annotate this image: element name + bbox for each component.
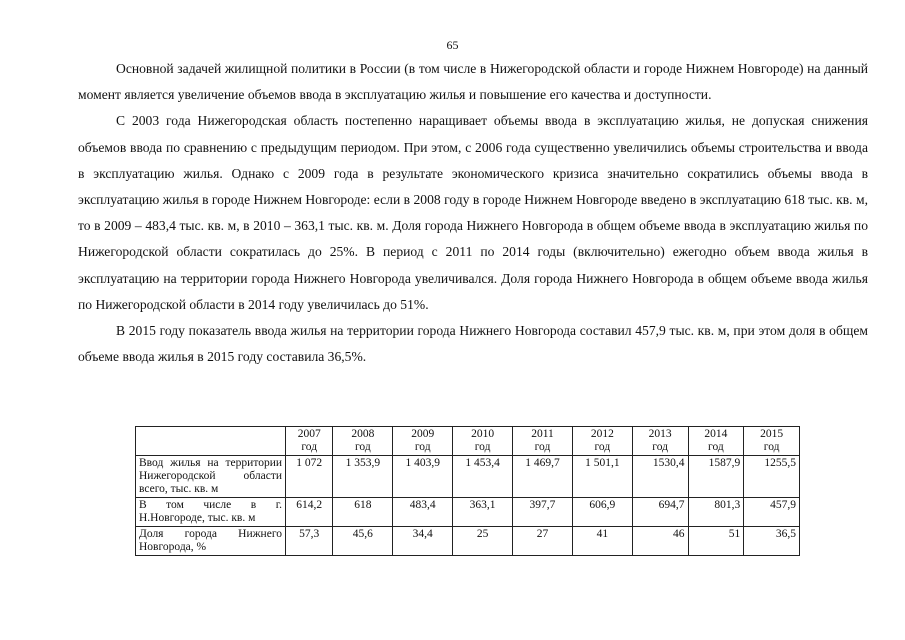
table-cell: 25 <box>453 527 513 556</box>
table-row <box>136 498 800 527</box>
year-header: 2007 год <box>286 427 333 456</box>
table-cell: 1 501,1 <box>572 456 632 498</box>
paragraph: С 2003 года Нижегородская область постепенно наращивает объемы ввода в эксплуатацию жилья, не допуская снижения объемов ввода по сравнению с предыдущим периодом. При этом, с 2006 года существенно увеличились объемы строительства и ввода в эксплуатацию жилья. Однако с 2009 года в результате экономического кризиса значительно сократились объемы ввода в эксплуатацию жилья в городе Нижнем Новгороде: если в 2008 году в городе Нижнем Новгороде введено в эксплуатацию 618 тыс. кв. м, то в 2009 – 483,4 тыс. кв. м, в 2010 – 363,1 тыс. кв. м. Доля города Нижнего Новгорода в общем объеме ввода в эксплуатацию жилья по Нижегородской области сократилась до 25%. В период с 2011 по 2014 годы (включительно) ежегодно объем ввода жилья в эксплуатацию на территории города Нижнего Новгорода увеличивался. Доля города Нижнего Новгорода в общем объеме ввода жилья по Нижегородской области в 2014 году увеличилась до 51%. <box>78 113 868 312</box>
table-cell: 606,9 <box>572 498 632 527</box>
row-label: В том числе в г. Н.Новгороде, тыс. кв. м <box>136 498 286 527</box>
year-header: 2009 год <box>393 427 453 456</box>
body-text <box>78 56 868 370</box>
table-cell: 51 <box>688 527 744 556</box>
table-cell: 363,1 <box>453 498 513 527</box>
row-label: Доля города Нижнего Новгорода, % <box>136 527 286 556</box>
table-cell: 483,4 <box>393 498 453 527</box>
table-cell: 457,9 <box>744 498 800 527</box>
table-cell: 397,7 <box>513 498 573 527</box>
table-cell: 1587,9 <box>688 456 744 498</box>
table-cell: 36,5 <box>744 527 800 556</box>
year-header: 2015 год <box>744 427 800 456</box>
table-cell: 41 <box>572 527 632 556</box>
table-cell: 46 <box>632 527 688 556</box>
year-header: 2013 год <box>632 427 688 456</box>
year-header: 2008 год <box>333 427 393 456</box>
year-header: 2014 год <box>688 427 744 456</box>
table-cell: 614,2 <box>286 498 333 527</box>
table-cell: 1 453,4 <box>453 456 513 498</box>
table-cell: 1 353,9 <box>333 456 393 498</box>
table-cell: 57,3 <box>286 527 333 556</box>
table-cell: 34,4 <box>393 527 453 556</box>
year-header: 2011 год <box>513 427 573 456</box>
year-header: 2012 год <box>572 427 632 456</box>
table-cell: 618 <box>333 498 393 527</box>
table-row <box>136 456 800 498</box>
table-corner-cell <box>136 427 286 456</box>
table-row <box>136 527 800 556</box>
table-cell: 1 072 <box>286 456 333 498</box>
table-cell: 27 <box>513 527 573 556</box>
table-cell: 694,7 <box>632 498 688 527</box>
page-number: 65 <box>446 38 459 52</box>
paragraph: В 2015 году показатель ввода жилья на территории города Нижнего Новгорода составил 457,9 тыс. кв. м, при этом доля в общем объеме ввода жилья в 2015 году составила 36,5%. <box>78 323 868 365</box>
housing-table <box>135 426 800 556</box>
row-label: Ввод жилья на территории Нижегородской области всего, тыс. кв. м <box>136 456 286 498</box>
table-cell: 1 469,7 <box>513 456 573 498</box>
table-cell: 1 403,9 <box>393 456 453 498</box>
paragraph: Основной задачей жилищной политики в России (в том числе в Нижегородской области и городе Нижнем Новгороде) на данный момент является увеличение объемов ввода в эксплуатацию жилья и повышение его качества и доступности. <box>78 61 868 103</box>
table-header-row <box>136 427 800 456</box>
table-cell: 45,6 <box>333 527 393 556</box>
table-cell: 1255,5 <box>744 456 800 498</box>
table-cell: 1530,4 <box>632 456 688 498</box>
table-cell: 801,3 <box>688 498 744 527</box>
year-header: 2010 год <box>453 427 513 456</box>
